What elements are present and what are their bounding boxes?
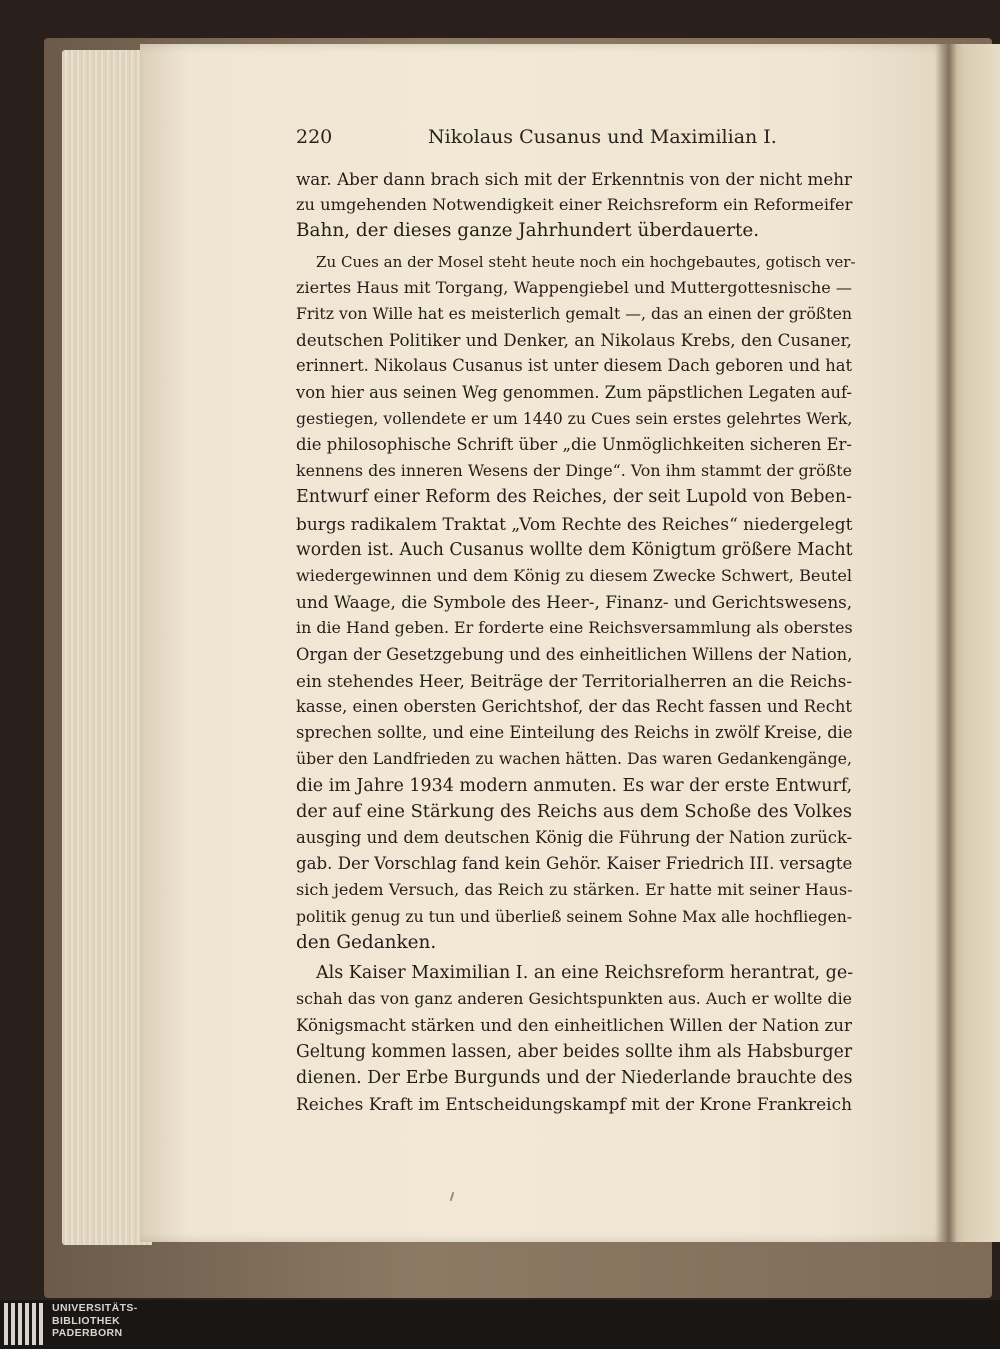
text-line: schah das von ganz anderen Gesichtspunkten aus. Auch er wollte die <box>296 989 852 1009</box>
text-line: war. Aber dann brach sich mit der Erkenntnis von der nicht mehr <box>296 169 852 189</box>
text-line: Königsmacht stärken und den einheitlichen Willen der Nation zur <box>296 1015 852 1035</box>
text-line: Organ der Gesetzgebung und des einheitlichen Willens der Nation, <box>296 644 853 664</box>
text-line: den Gedanken. <box>296 931 437 953</box>
page-header <box>296 126 850 154</box>
text-line: über den Landfrieden zu wachen hätten. Das waren Gedankengänge, <box>296 749 853 769</box>
running-title: Nikolaus Cusanus und Maximilian I. <box>428 126 777 148</box>
text-line: Zu Cues an der Mosel steht heute noch ein hochgebautes, gotisch ver- <box>316 252 856 271</box>
body-text <box>296 166 856 1117</box>
text-line: von hier aus seinen Weg genommen. Zum päpstlichen Legaten auf- <box>296 382 852 402</box>
text-line: Geltung kommen lassen, aber beides sollte ihm als Habsburger <box>296 1041 853 1062</box>
text-line: Bahn, der dieses ganze Jahrhundert überdauerte. <box>296 220 760 242</box>
text-line: ausging und dem deutschen König die Führung der Nation zurück- <box>296 828 853 848</box>
text-line: Als Kaiser Maximilian I. an eine Reichsreform herantrat, ge- <box>316 963 854 984</box>
text-line: die philosophische Schrift über „die Unmöglichkeiten sicheren Er- <box>296 435 852 455</box>
logo-line: PADERBORN <box>52 1327 123 1339</box>
text-line: kennens des inneren Wesens der Dinge“. Von ihm stammt der größte <box>296 461 852 481</box>
text-line: sich jedem Versuch, das Reich zu stärken. Er hatte mit seiner Haus- <box>296 880 853 900</box>
text-line: gestiegen, vollendete er um 1440 zu Cues sein erstes gelehrtes Werk, <box>296 408 853 428</box>
text-line: politik genug zu tun und überließ seinem Sohne Max alle hochfliegen- <box>296 907 853 926</box>
text-line: ein stehendes Heer, Beiträge der Territorialherren an die Reichs- <box>296 670 852 691</box>
spine-shadow <box>935 44 957 1242</box>
text-line: und Waage, die Symbole des Heer-, Finanz- und Gerichtswesens, <box>296 592 853 613</box>
text-line: kasse, einen obersten Gerichtshof, der das Recht fassen und Recht <box>296 697 852 717</box>
logo-line: UNIVERSITÄTS- <box>52 1302 138 1314</box>
text-line: erinnert. Nikolaus Cusanus ist unter diesem Dach geboren und hat <box>296 356 852 376</box>
text-line: Fritz von Wille hat es meisterlich gemalt —, das an einen der größten <box>296 304 852 324</box>
library-logo-text <box>52 1302 212 1340</box>
text-line: Reiches Kraft im Entscheidungskampf mit der Krone Frankreich <box>296 1094 852 1115</box>
logo-line: BIBLIOTHEK <box>52 1314 121 1327</box>
text-line: dienen. Der Erbe Burgunds und der Niederlande brauchte des <box>296 1067 853 1088</box>
text-line: wiedergewinnen und dem König zu diesem Zwecke Schwert, Beutel <box>296 566 853 586</box>
text-line: der auf eine Stärkung des Reichs aus dem Schoße des Volkes <box>296 800 853 822</box>
text-line: worden ist. Auch Cusanus wollte dem Königtum größere Macht <box>296 539 853 560</box>
text-line: in die Hand geben. Er forderte eine Reichsversammlung als oberstes <box>296 618 853 638</box>
text-line: zu umgehenden Notwendigkeit einer Reichsreform ein Reformeifer <box>296 195 853 215</box>
text-line: Entwurf einer Reform des Reiches, der seit Lupold von Beben- <box>296 487 852 508</box>
page-edges <box>62 50 152 1245</box>
library-logo-icon <box>4 1303 48 1345</box>
text-line: deutschen Politiker und Denker, an Nikolaus Krebs, den Cusaner, <box>296 330 852 351</box>
text-line: sprechen sollte, und eine Einteilung des Reichs in zwölf Kreise, die <box>296 723 853 743</box>
text-line: die im Jahre 1934 modern anmuten. Es war der erste Entwurf, <box>296 775 853 796</box>
text-line: ziertes Haus mit Torgang, Wappengiebel und Muttergottesnische — <box>296 277 852 297</box>
text-line: burgs radikalem Traktat „Vom Rechte des Reiches“ niedergelegt <box>296 513 853 534</box>
text-line: gab. Der Vorschlag fand kein Gehör. Kaiser Friedrich III. versagte <box>296 854 853 874</box>
page-number: 220 <box>296 126 333 148</box>
